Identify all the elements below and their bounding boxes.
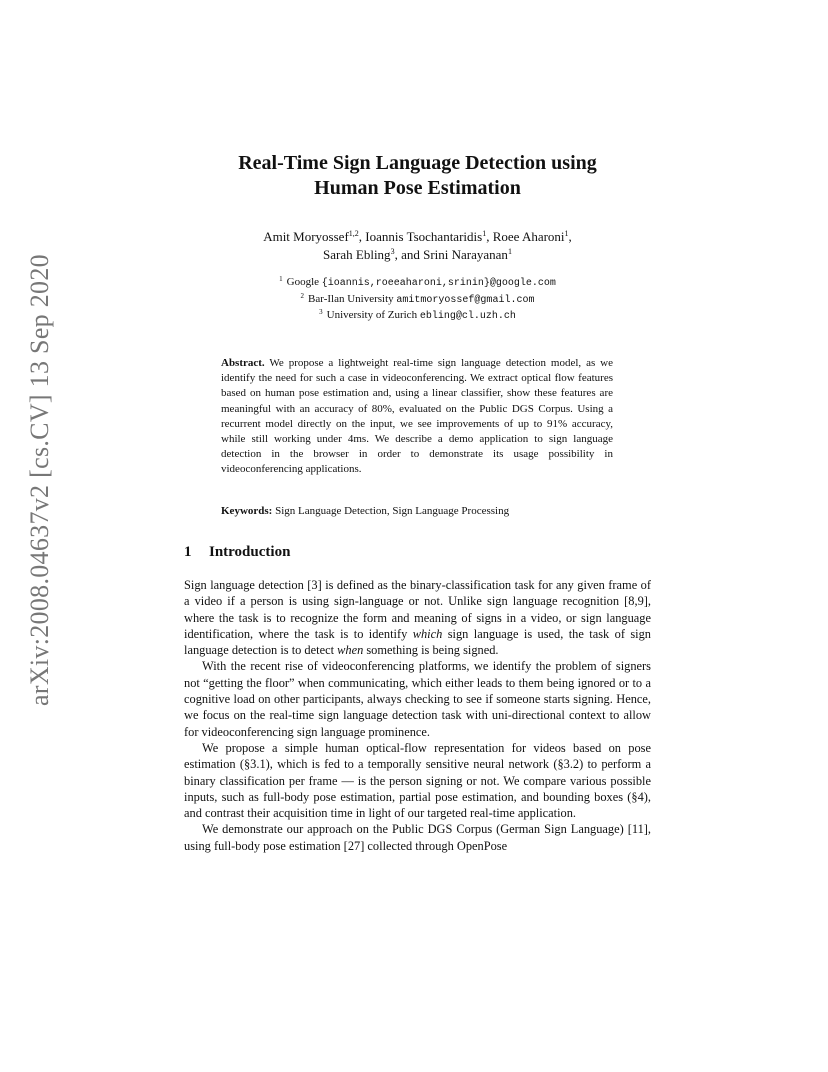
paper-title bbox=[184, 151, 651, 201]
author-affiliation-mark: 1 bbox=[507, 247, 512, 256]
author-name: Amit Moryossef bbox=[263, 229, 349, 244]
paragraph-text: Sign language detection [3] is defined as the binary-classification task for any given frame of a video if a person is using sign-language or not. Unlike sign language recognition [8,9], where the task is to recognize the form and meaning of signs in a video, or sign language identification, where the task is to identify bbox=[184, 578, 651, 641]
affiliation-name: University of Zurich bbox=[326, 309, 418, 321]
authors-line-2 bbox=[184, 246, 651, 264]
affiliation-list bbox=[184, 275, 651, 325]
body-text bbox=[184, 577, 651, 854]
abstract bbox=[221, 356, 613, 478]
abstract-label: Abstract. bbox=[221, 357, 265, 369]
authors-line-1: Amit Moryossef$^{1,2}$, Ioannis Tsochantaridis$^1$, Roee Aharoni$^1$, bbox=[263, 229, 572, 244]
author-name: Ioannis Tsochantaridis bbox=[365, 229, 483, 244]
affiliation-name: Google bbox=[286, 276, 320, 288]
title-line-1: Real-Time Sign Language Detection using bbox=[238, 152, 597, 174]
paragraph-text: something is being signed. bbox=[363, 643, 499, 658]
author-affiliation-mark: 1,2 bbox=[348, 229, 359, 238]
title-line-2: Human Pose Estimation bbox=[314, 177, 521, 199]
abstract-text: We propose a lightweight real-time sign language detection model, as we identify the need for such a case in videoconferencing. We extract optical flow features based on human pose estimation and, using a linear classifier, show these features are meaningful with an accuracy of 80%, evaluated on the Public DGS Corpus. Using a recurrent model directly on the input, we see improvements of up to 91% accuracy, while still working under 4ms. We describe a demo application to sign language detection in the browser in order to demonstrate its usage possibility in videoconferencing applications. bbox=[221, 357, 613, 476]
section-title: Introduction bbox=[209, 544, 291, 560]
author-separator: , bbox=[358, 229, 366, 244]
affiliation-mark: 2 bbox=[300, 291, 305, 300]
author-name: Roee Aharoni bbox=[492, 229, 565, 244]
author-list bbox=[184, 228, 651, 264]
arxiv-sidebar bbox=[20, 254, 60, 706]
author-affiliation-mark: 1 bbox=[564, 229, 569, 238]
affiliation-mark: 1 bbox=[279, 275, 283, 283]
keywords-label: Keywords: bbox=[221, 505, 273, 517]
paragraph: We demonstrate our approach on the Public DGS Corpus (German Sign Language) [11], using full-body pose estimation [27] collected through OpenPose bbox=[184, 822, 651, 853]
paragraph-text: sign language is used, the task of sign language detection is to detect bbox=[184, 626, 651, 658]
section-number: 1 bbox=[184, 544, 192, 560]
affiliation-email: {ioannis,roeeaharoni,srinin}@google.com bbox=[321, 278, 556, 289]
section-heading-introduction bbox=[184, 544, 290, 561]
author-and: , and bbox=[394, 247, 424, 262]
affiliation-item bbox=[184, 292, 651, 309]
author-name: Sarah Ebling bbox=[323, 247, 391, 262]
paragraph bbox=[184, 577, 651, 658]
affiliation-item bbox=[184, 275, 651, 292]
author-affiliation-mark: 1 bbox=[482, 229, 487, 238]
affiliation-mark: 3 bbox=[319, 308, 323, 316]
arxiv-identifier: arXiv:2008.04637v2 [cs.CV] 13 Sep 2020 bbox=[25, 254, 54, 706]
affiliation-email: amitmoryossef@gmail.com bbox=[396, 294, 535, 306]
affiliation-name: Bar-Ilan University bbox=[308, 292, 394, 305]
affiliation-item bbox=[184, 308, 651, 325]
emphasis-which: which bbox=[412, 626, 443, 641]
emphasis-when: when bbox=[337, 643, 364, 658]
paragraph: We propose a simple human optical-flow representation for videos based on pose estimation (§3.1), which is fed to a temporally sensitive neural network (§3.2) to perform a binary classification per frame — is the person signing or not. We compare various possible inputs, such as full-body pose estimation, partial pose estimation, and bounding boxes (§4), and contrast their acquisition time in light of our targeted real-time application. bbox=[184, 740, 651, 821]
keywords bbox=[221, 504, 613, 519]
affiliation-email: ebling@cl.uzh.ch bbox=[419, 311, 516, 322]
author-separator: , bbox=[486, 229, 493, 244]
paragraph: With the recent rise of videoconferencing platforms, we identify the problem of signers not “getting the floor” when communicating, which either leads to them being ignored or to a cognitive load on other participants, always checking to see if someone starts signing. Hence, we focus on the real-time sign language detection task with uni-directional context to allow for videoconferencing sign language prominence. bbox=[184, 659, 651, 739]
author-name: Srini Narayanan bbox=[423, 247, 508, 262]
keywords-text: Sign Language Detection, Sign Language Processing bbox=[275, 505, 510, 517]
author-affiliation-mark: 3 bbox=[390, 247, 395, 256]
